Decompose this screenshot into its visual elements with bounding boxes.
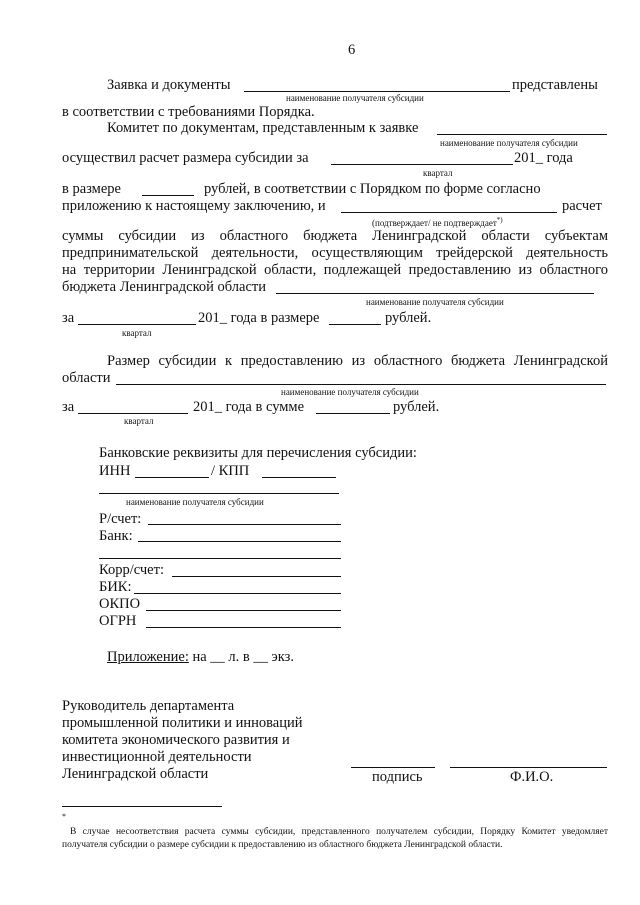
bank-recipient-line [99, 493, 339, 494]
ogrn-line [146, 627, 341, 628]
p2-line4-prefix: приложению к настоящему заключению, и [62, 198, 326, 214]
amount-line-2 [329, 324, 381, 325]
p2-line4-suffix: расчет [562, 198, 602, 214]
confirm-line [341, 212, 557, 213]
okpo-label: ОКПО [99, 596, 141, 612]
ogrn-label: ОГРН [99, 613, 137, 629]
attachment: Приложение: на __ л. в __ экз. [107, 649, 294, 665]
bank-caption: наименование получателя субсидии [126, 497, 264, 507]
bank-label: Банк: [99, 528, 133, 544]
p2-line3-b: рублей, в соответствии с Порядком по форме согласно [204, 181, 541, 197]
rs-line [148, 524, 341, 525]
bik-label: БИК: [99, 579, 132, 595]
amount-line-1 [142, 195, 194, 196]
p1-suffix: представлены [512, 77, 598, 93]
quarter-line-3 [78, 413, 188, 414]
p2-line2-year: 201_ года [514, 150, 573, 166]
page-number: 6 [348, 42, 356, 58]
ks-line [172, 576, 341, 577]
p2-line9-suffix: рублей. [385, 310, 432, 326]
recipient-name-line-1 [244, 91, 510, 92]
quarter-line-2 [78, 324, 196, 325]
p2-caption-recipient: наименование получателя субсидии [366, 297, 504, 307]
footnote-separator [62, 806, 222, 807]
p2-line8-prefix: бюджета Ленинградской области [62, 279, 266, 295]
recipient-name-line-4 [116, 384, 606, 385]
p3-caption-quarter: квартал [124, 416, 154, 426]
name-caption: Ф.И.О. [510, 769, 554, 785]
p2-caption-quarter: квартал [423, 168, 453, 178]
footnote-text: В случае несоответствия расчета суммы субсидии, представленного получателем субсидии, Порядку Комитет уведомляет получателя субсидии о размере субсидии к предоставлению из областного бюджета Ленинградской области. [62, 827, 608, 850]
rs-label: Р/счет: [99, 511, 142, 527]
p1-line2: в соответствии с требованиями Порядка. [62, 104, 315, 120]
bank-extra-line [99, 558, 341, 559]
footnote-mark: * [62, 812, 66, 821]
recipient-name-line-3 [276, 293, 594, 294]
p2-line6: предпринимательской деятельности, осуществляющим трейдерской деятельность [62, 245, 608, 261]
sign-caption: подпись [372, 769, 423, 785]
p2-caption-quarter2: квартал [122, 328, 152, 338]
kpp-label: / КПП [211, 463, 250, 479]
p1-prefix: Заявка и документы [107, 77, 231, 93]
p3-line1: Размер субсидии к предоставлению из областного бюджета Ленинградской [107, 353, 608, 369]
p2-line9-mid: 201_ года в размере [198, 310, 320, 326]
p2-caption: наименование получателя субсидии [440, 138, 578, 148]
sum-line [316, 413, 390, 414]
p2-line2-prefix: осуществил расчет размера субсидии за [62, 150, 309, 166]
signer-line-4: инвестиционной деятельности [62, 749, 252, 765]
signer-line-3: комитета экономического развития и [62, 732, 290, 748]
p2-prefix: Комитет по документам, представленным к заявке [107, 120, 419, 136]
p2-line9-prefix: за [62, 310, 75, 326]
kpp-line [262, 477, 336, 478]
name-line [450, 767, 607, 768]
ks-label: Корр/счет: [99, 562, 164, 578]
p2-line7: на территории Ленинградской области, подлежащей предоставлению из областного [62, 262, 608, 278]
p3-caption: наименование получателя субсидии [281, 387, 419, 397]
p3-line3-prefix: за [62, 399, 75, 415]
inn-label: ИНН [99, 463, 131, 479]
p2-line5: суммы субсидии из областного бюджета Ленинградской области субъектам [62, 228, 608, 244]
p3-line2-prefix: области [62, 370, 111, 386]
inn-line [135, 477, 209, 478]
signature-line [351, 767, 435, 768]
quarter-line-1 [331, 164, 513, 165]
signer-line-5: Ленинградской области [62, 766, 209, 782]
p1-caption: наименование получателя субсидии [286, 93, 424, 103]
p3-line3-mid: 201_ года в сумме [193, 399, 305, 415]
bik-line [134, 593, 341, 594]
signer-line-2: промышленной политики и инноваций [62, 715, 303, 731]
bank-line [138, 541, 341, 542]
okpo-line [146, 610, 341, 611]
signer-line-1: Руководитель департамента [62, 698, 235, 714]
p3-line3-suffix: рублей. [393, 399, 440, 415]
recipient-name-line-2 [437, 134, 607, 135]
p2-line3-a: в размере [62, 181, 121, 197]
p2-caption-confirm: (подтверждает/ не подтверждает*) [372, 216, 503, 228]
bank-heading: Банковские реквизиты для перечисления субсидии: [99, 445, 417, 461]
